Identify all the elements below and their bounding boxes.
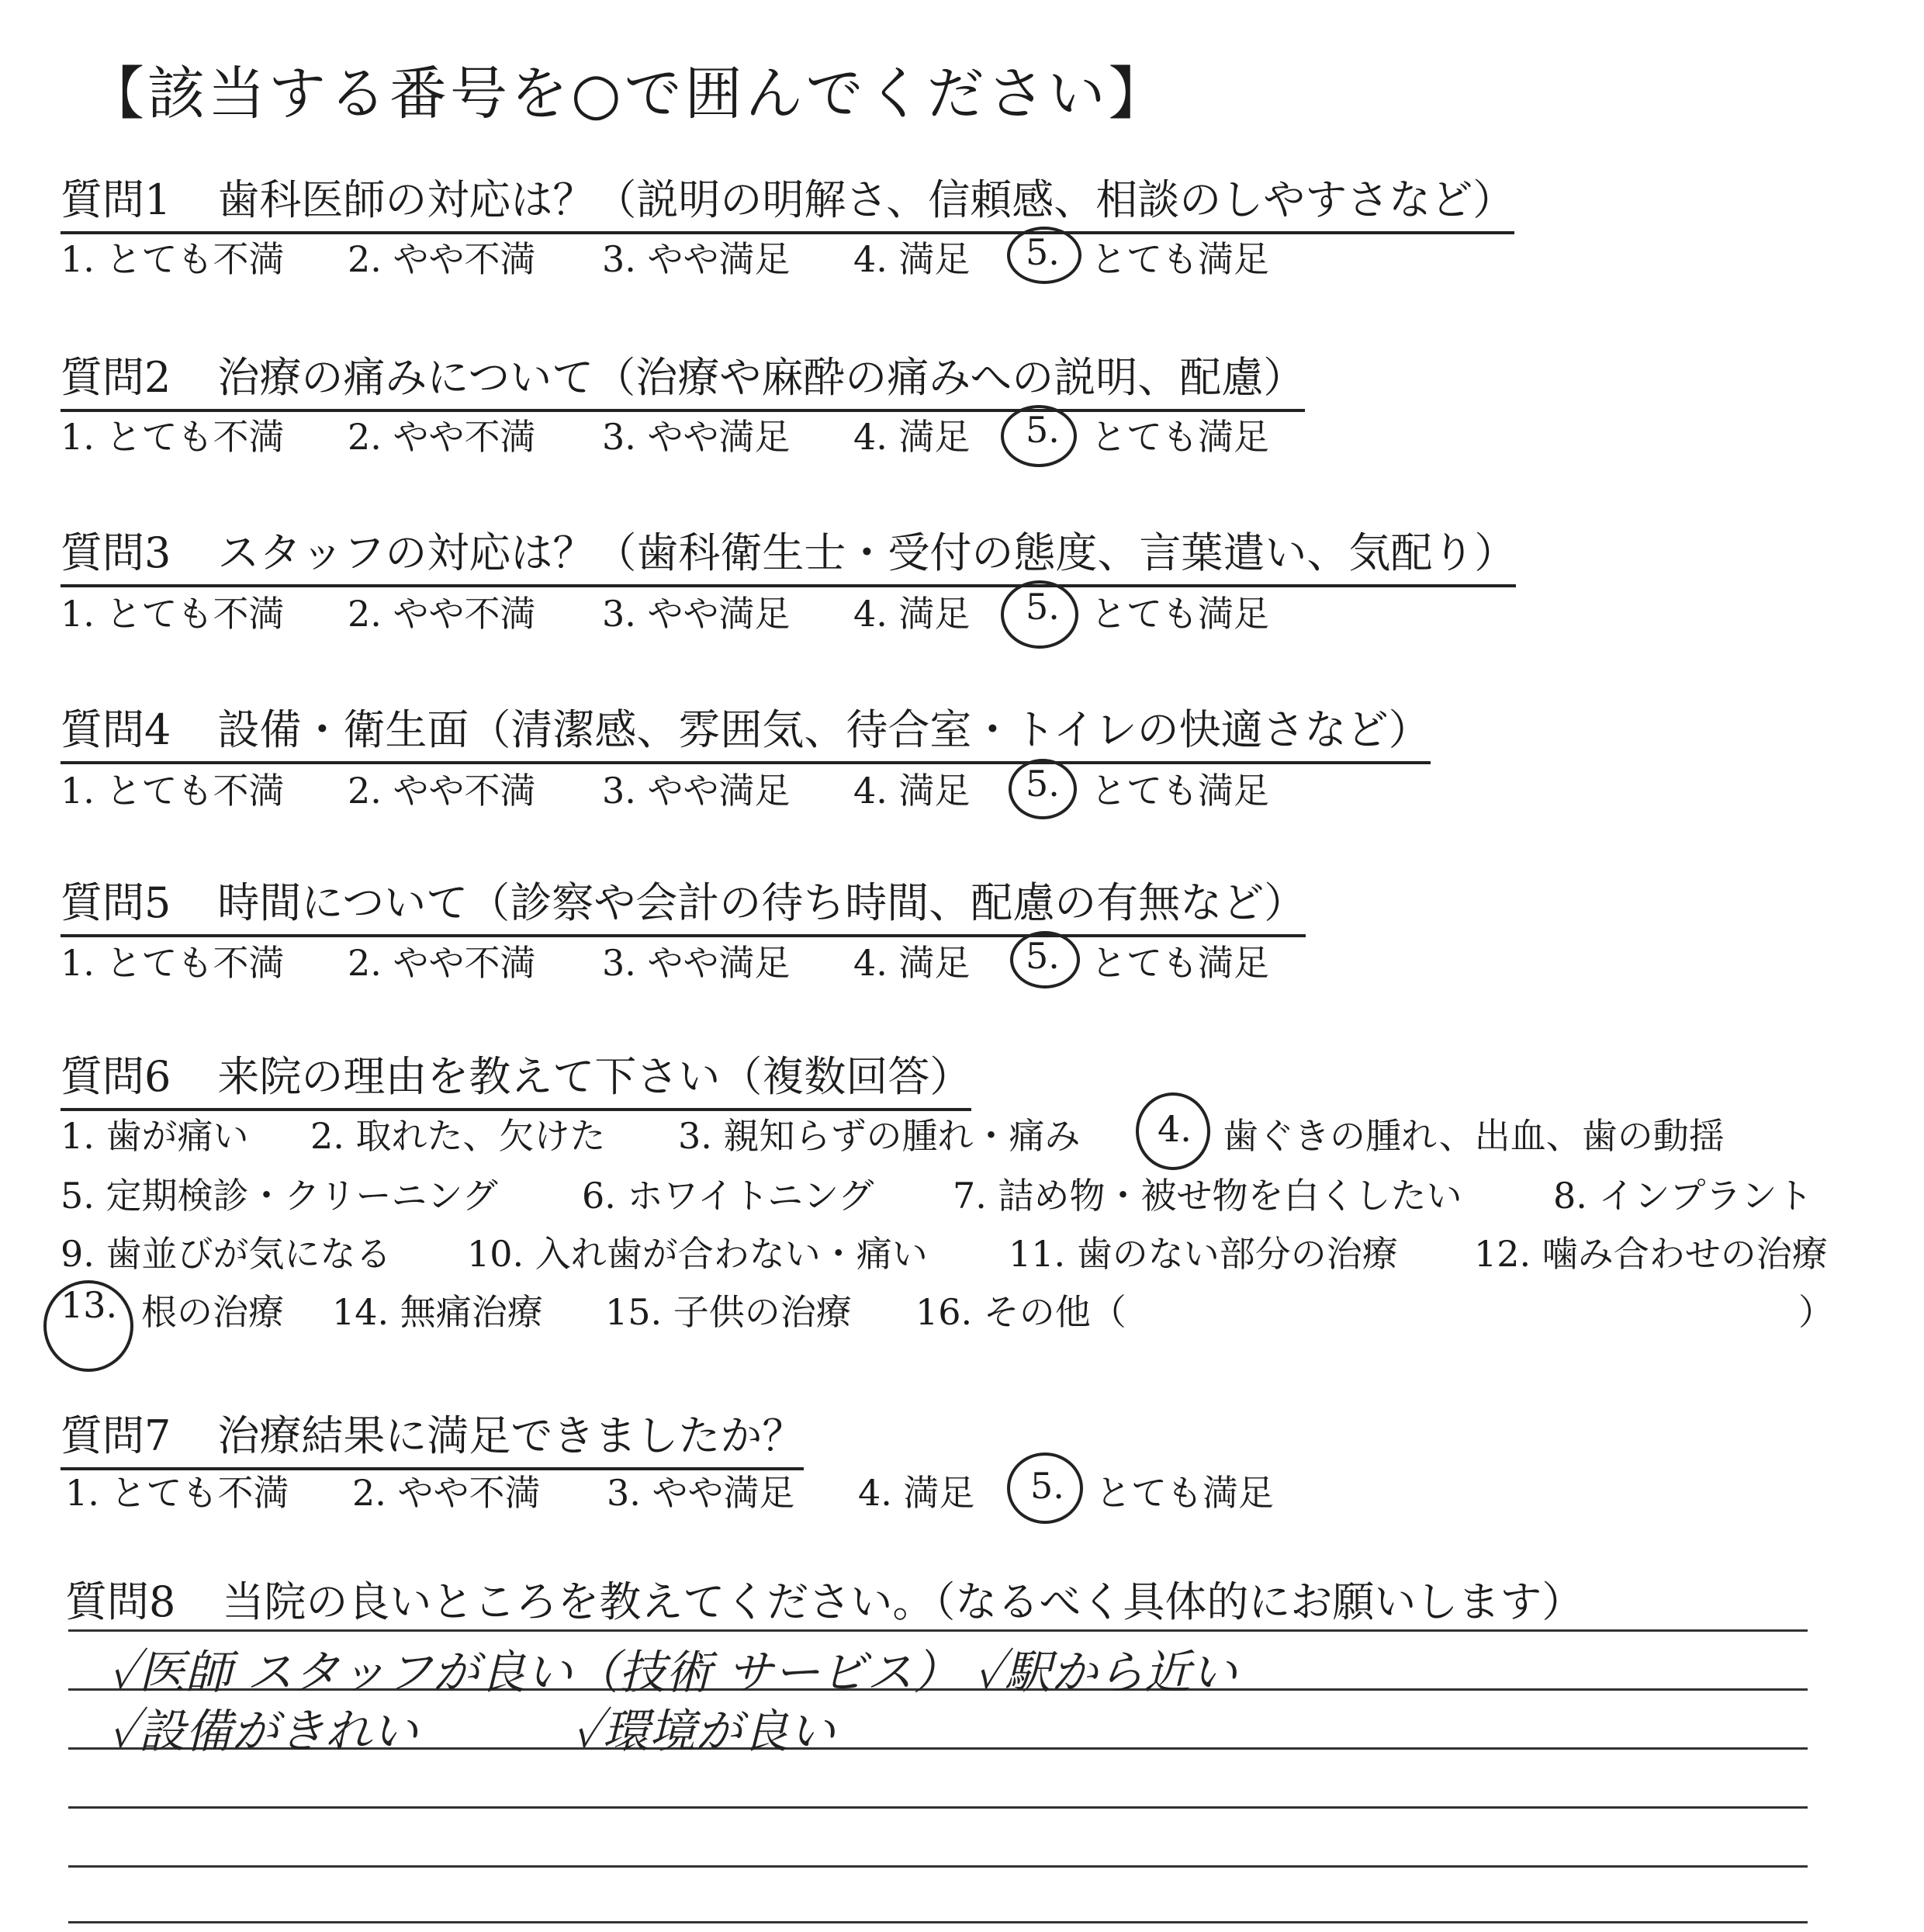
question-number: 質問4 [61,705,171,754]
answer-line [68,1629,1808,1632]
option-4[interactable]: 4. 満足 [853,593,971,635]
question-4-title [61,697,1431,764]
option-3[interactable]: 3. やや満足 [602,770,791,812]
question-number: 質問6 [61,1052,171,1101]
question-5-title [61,870,1306,937]
option-2[interactable]: 2. やや不満 [348,770,536,812]
question-3-title [61,520,1516,587]
option-5-label[interactable]: とても満足 [1091,942,1269,984]
answer-line [68,1921,1808,1923]
selection-circle [1001,580,1078,649]
reason-option-other[interactable]: 16. その他（ [915,1291,1126,1333]
reason-option[interactable]: 5. 定期検診・クリーニング [61,1175,498,1217]
reason-option[interactable]: 6. ホワイトニング [582,1175,874,1217]
option-1[interactable]: 1. とても不満 [61,942,285,984]
selection-circle [1001,405,1077,467]
reason-option[interactable]: 11. 歯のない部分の治療 [1009,1233,1398,1275]
option-5-label[interactable]: とても満足 [1091,416,1269,458]
reason-option-number[interactable]: 4. [1158,1108,1192,1150]
question-1-title [61,167,1514,234]
option-5-number[interactable]: 5. [1030,1465,1064,1507]
option-5-number[interactable]: 5. [1026,935,1060,977]
question-7-title [61,1403,804,1470]
option-3[interactable]: 3. やや満足 [602,416,791,458]
option-5-label[interactable]: とても満足 [1095,1472,1274,1514]
handwritten-answer-line-2: ✓設備がきれい ✓環境が良い [109,1705,836,1759]
question-text: 治療の痛みについて（治療や麻酔の痛みへの説明、配慮） [217,353,1306,402]
question-number: 質問8 [65,1577,176,1626]
reason-option[interactable]: 3. 親知らずの腫れ・痛み [678,1115,1081,1157]
reason-option-number[interactable]: 13. [61,1284,118,1326]
selection-circle [1010,931,1080,989]
reason-option[interactable]: 10. 入れ歯が合わない・痛い [467,1233,928,1275]
question-number: 質問5 [61,878,171,927]
option-2[interactable]: 2. やや不満 [348,593,536,635]
option-2[interactable]: 2. やや不満 [348,942,536,984]
reason-option[interactable]: 12. 噛み合わせの治療 [1474,1233,1828,1275]
question-8-title [65,1569,1583,1629]
option-1[interactable]: 1. とても不満 [61,416,285,458]
page-header: 【該当する番号を○で囲んでください】 [87,61,1169,127]
option-4[interactable]: 4. 満足 [853,942,971,984]
option-2[interactable]: 2. やや不満 [352,1472,541,1514]
answer-line [68,1865,1808,1868]
question-text: 当院の良いところを教えてください。（なるべく具体的にお願いします） [222,1577,1584,1626]
question-number: 質問3 [61,528,171,577]
reason-option[interactable]: 14. 無痛治療 [332,1291,543,1333]
option-3[interactable]: 3. やや満足 [602,238,791,280]
reason-option[interactable]: 15. 子供の治療 [605,1291,852,1333]
option-5-label[interactable]: とても満足 [1091,593,1269,635]
option-4[interactable]: 4. 満足 [853,770,971,812]
reason-option[interactable]: 7. 詰め物・被せ物を白くしたい [953,1175,1462,1217]
option-5-number[interactable]: 5. [1026,763,1060,805]
question-number: 質問2 [61,353,171,402]
option-1[interactable]: 1. とても不満 [61,770,285,812]
option-1[interactable]: 1. とても不満 [65,1472,289,1514]
reason-option-other-close: ） [1798,1291,1834,1333]
option-5-number[interactable]: 5. [1026,231,1060,273]
question-text: 来院の理由を教えて下さい（複数回答） [217,1052,972,1101]
selection-circle [1009,759,1077,819]
question-6-title [61,1044,971,1111]
reason-option-label[interactable]: 歯ぐきの腫れ、出血、歯の動揺 [1223,1115,1725,1157]
option-3[interactable]: 3. やや満足 [602,593,791,635]
option-5-label[interactable]: とても満足 [1091,238,1269,280]
option-5-label[interactable]: とても満足 [1091,770,1269,812]
option-5-number[interactable]: 5. [1026,409,1060,451]
selection-circle [1136,1092,1210,1170]
reason-option[interactable]: 8. インプラント [1553,1175,1813,1217]
question-number: 質問1 [61,175,171,224]
question-text: スタッフの対応は？（歯科衛生士・受付の態度、言葉遣い、気配り） [217,528,1517,577]
option-4[interactable]: 4. 満足 [853,416,971,458]
selection-circle [1007,1452,1083,1524]
option-2[interactable]: 2. やや不満 [348,416,536,458]
option-5-number[interactable]: 5. [1026,586,1060,628]
option-4[interactable]: 4. 満足 [853,238,971,280]
option-1[interactable]: 1. とても不満 [61,593,285,635]
option-2[interactable]: 2. やや不満 [348,238,536,280]
selection-circle [43,1280,133,1372]
selection-circle [1007,227,1081,284]
reason-option[interactable]: 2. 取れた、欠けた [310,1115,606,1157]
option-3[interactable]: 3. やや満足 [607,1472,795,1514]
reason-option[interactable]: 1. 歯が痛い [61,1115,249,1157]
reason-option-label[interactable]: 根の治療 [141,1291,284,1333]
answer-line [68,1806,1808,1809]
question-2-title [61,345,1305,412]
question-text: 時間について（診察や会計の待ち時間、配慮の有無など） [217,878,1306,927]
question-number: 質問7 [61,1411,171,1460]
option-1[interactable]: 1. とても不満 [61,238,285,280]
question-text: 設備・衛生面（清潔感、雰囲気、待合室・トイレの快適さなど） [217,705,1431,754]
option-4[interactable]: 4. 満足 [858,1472,975,1514]
question-text: 治療結果に満足できましたか？ [217,1411,805,1460]
question-text: 歯科医師の対応は？（説明の明解さ、信頼感、相談のしやすさなど） [217,175,1515,224]
handwritten-answer-line-1: ✓医師 スタッフが良い（技術 サービス） ✓駅から近い [109,1646,1237,1700]
reason-option[interactable]: 9. 歯並びが気になる [61,1233,392,1275]
option-3[interactable]: 3. やや満足 [602,942,791,984]
